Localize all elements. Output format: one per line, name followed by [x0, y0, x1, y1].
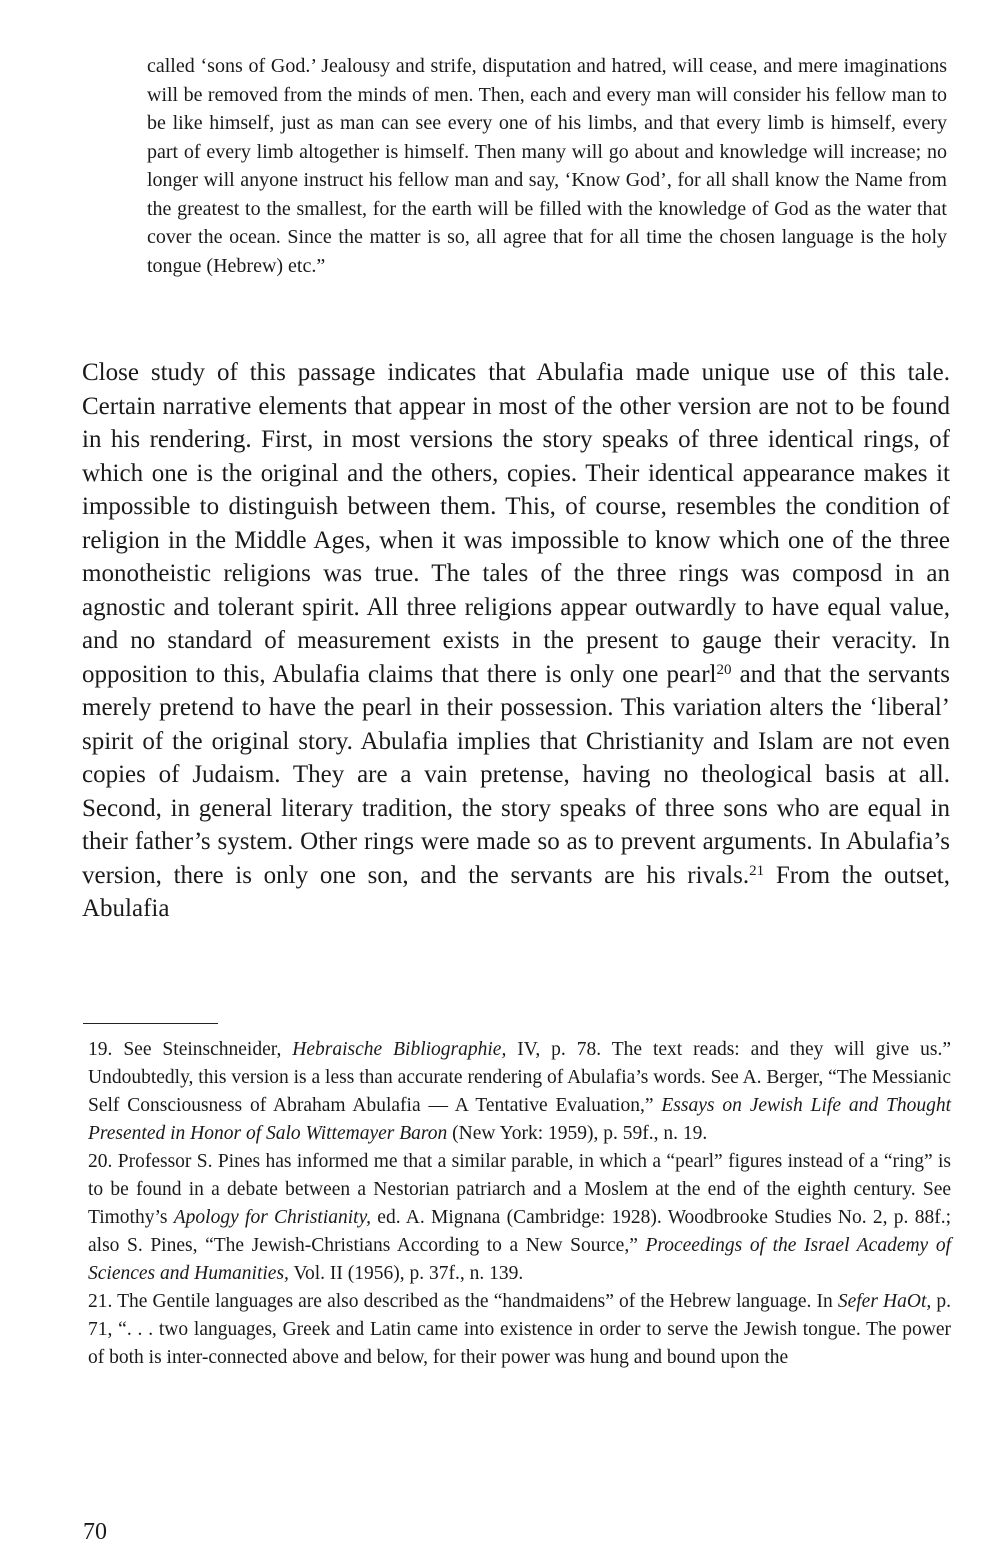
footnote-19-title-essays: Essays on Jewish Life and Thought Presented in Honor of Salo Wittemayer Baron [88, 1095, 951, 1144]
block-quote [147, 52, 947, 280]
body-text-part-1: Close study of this passage indicates that Abulafia made unique use of this tale. Certain narrative elements that appear in most of the other version are not to be found in his rendering. First, in most versions the story speaks of three identical rings, of which one is the original and the others, copies. Their identical appearance makes it impossible to distinguish between them. This, of course, resembles the condition of religion in the Middle Ages, when it was impossible to know which one of the three monotheistic religions was true. The tales of the three rings was composd in an agnostic and tolerant spirit. All three religions appear outwardly to have equal value, and no standard of measurement exists in the present to gauge their veracity. In opposition to this, Abulafia claims that there is only one pearl [82, 359, 950, 688]
footnote-21-text-a: 21. The Gentile languages are also described as the “handmaidens” of the Hebrew language. In [88, 1291, 838, 1312]
footnote-ref-21: 21 [749, 862, 765, 879]
body-paragraph [82, 356, 950, 926]
footnote-ref-20: 20 [716, 661, 732, 678]
footnote-20 [88, 1148, 951, 1288]
footnote-21 [88, 1288, 951, 1372]
footnote-19-text-e: (New York: 1959), p. 59f., n. 19. [447, 1123, 708, 1144]
footnote-20-title-apology: Apology for Christianity, [173, 1207, 372, 1228]
footnote-21-title-sefer-haot: Sefer HaOt, [837, 1291, 932, 1312]
footnote-19 [88, 1036, 951, 1148]
footnote-20-text-a: 20. Professor S. Pines has informed me that a similar parable, in which a “pearl” figures instead of a “ring” is to be found in a debate between a Nestorian patriarch and a Moslem at the end of the eighth century. See Timothy’s [88, 1151, 951, 1228]
body-text-part-3: From the outset, Abulafia [82, 861, 950, 922]
page-number: 70 [83, 1519, 107, 1545]
footnote-19-text-c: IV, p. 78. The text reads: and they will give us.” Undoubtedly, this version is a less than accurate rendering of Abulafia’s words. See A. Berger, “The Messianic Self Consciousness of Abraham Abulafia — A Tentative Evaluation,” [88, 1039, 951, 1116]
footnote-divider [83, 1023, 218, 1024]
footnote-19-text-a: 19. See Steinschneider, [88, 1039, 293, 1060]
footnotes-section [88, 1036, 951, 1372]
block-quote-text: called ‘sons of God.’ Jealousy and strife, disputation and hatred, will cease, and mere imaginations will be removed from the minds of men. Then, each and every man will consider his fellow man to be like himself, just as man can see every one of his limbs, and that every limb is himself, every part of every limb altogether is himself. Then many will go about and knowledge will increase; no longer will anyone instruct his fellow man and say, ‘Know God’, for all shall know the Name from the greatest to the smallest, for the earth will be filled with the knowledge of God as the water that cover the ocean. Since the matter is so, all agree that for all time the chosen language is the holy tongue (Hebrew) etc.” [147, 55, 947, 277]
footnote-20-text-c: ed. A. Mignana (Cambridge: 1928). Woodbrooke Studies No. 2, p. 88f.; also S. Pines, “The Jewish-Christians According to a New Source,” [88, 1207, 951, 1256]
footnote-20-title-proceedings: Proceedings of the Israel Academy of Sciences and Humanities, [88, 1235, 951, 1284]
footnote-20-text-e: Vol. II (1956), p. 37f., n. 139. [288, 1263, 524, 1284]
footnote-21-text-c: p. 71, “. . . two languages, Greek and Latin came into existence in order to serve the Jewish tongue. The power of both is inter-connected above and below, for their power was hung and bound upon the [88, 1291, 951, 1368]
body-text-part-2: and that the servants merely pretend to have the pearl in their possession. This variation alters the ‘liberal’ spirit of the original story. Abulafia implies that Christianity and Islam are not even copies of Judaism. They are a vain pretense, having no theological basis at all. Second, in general literary tradition, the story speaks of three sons who are equal in their father’s system. Other rings were made so as to prevent arguments. In Abulafia’s version, there is only one son, and the servants are his rivals. [82, 660, 950, 889]
footnote-19-title-bibliographie: Hebraische Bibliographie, [292, 1039, 507, 1060]
